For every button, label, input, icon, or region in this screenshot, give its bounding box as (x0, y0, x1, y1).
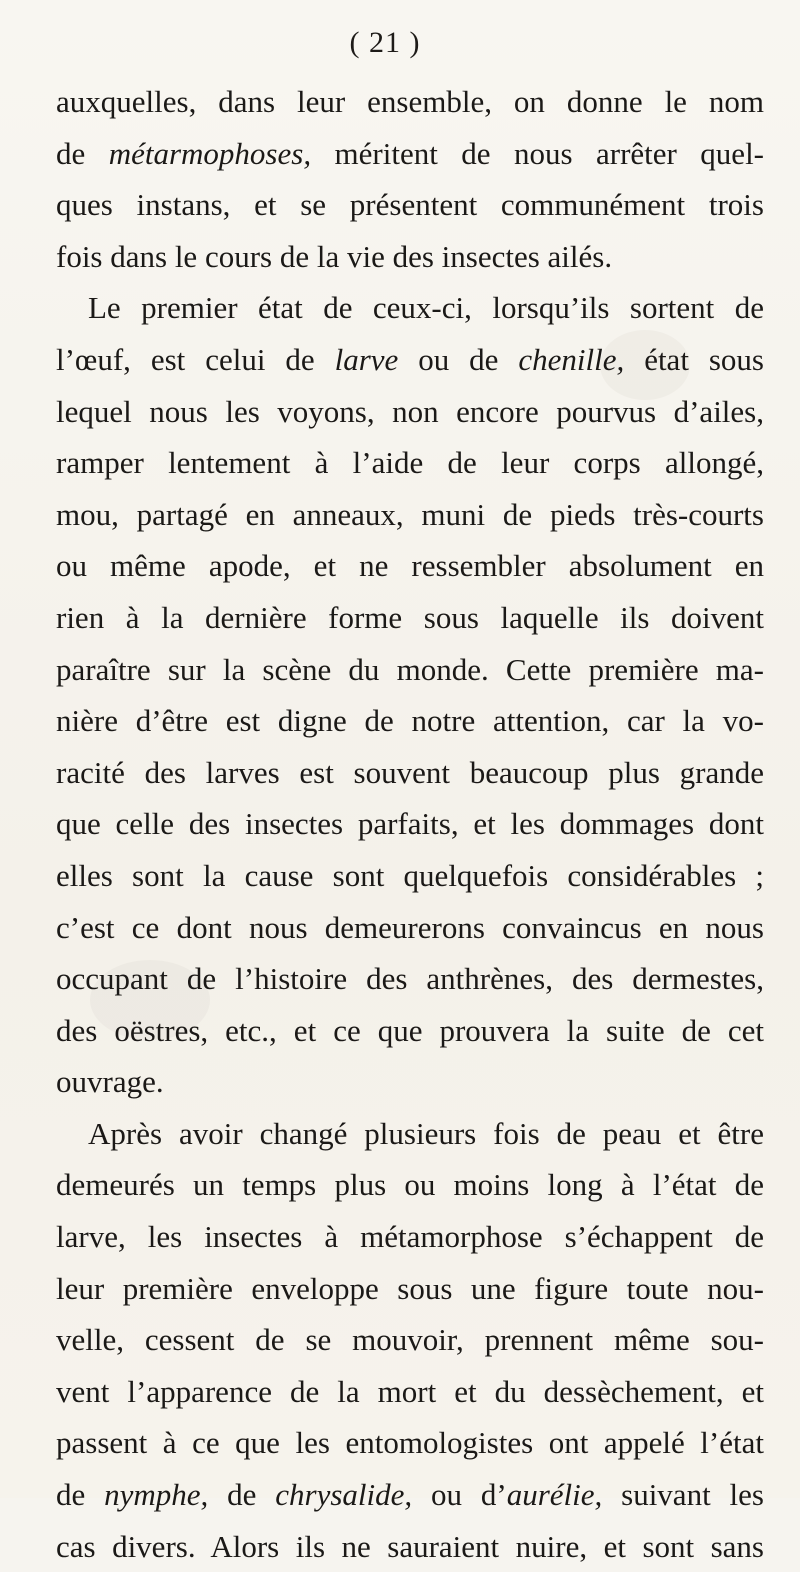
text-line: des oëstres, etc., et ce que prouvera la suite de cet (56, 1012, 764, 1048)
text-line: que celle des insectes parfaits, et les dommages dont (56, 806, 764, 842)
text-line: larve, les insectes à métamorphose s’échappent de (56, 1219, 764, 1255)
text-line: elles sont la cause sont quelquefois considérables ; (56, 857, 764, 893)
text-line: Le premier état de ceux-ci, lorsqu’ils sortent de (88, 290, 764, 326)
text-line: l’œuf, est celui de larve ou de chenille, état sous (56, 341, 764, 377)
text-line: de métarmophoses, méritent de nous arrêter quel- (56, 135, 765, 171)
text-line: fois dans le cours de la vie des insectes ailés. (56, 238, 613, 274)
text-line: vent l’apparence de la mort et du dessèchement, et (56, 1373, 764, 1409)
body-text (56, 76, 764, 1572)
text-line: rien à la dernière forme sous laquelle ils doivent (56, 599, 764, 635)
text-line: racité des larves est souvent beaucoup plus grande (56, 754, 764, 790)
text-line: velle, cessent de se mouvoir, prennent même sou- (56, 1322, 764, 1358)
page-number: ( 21 ) (349, 26, 421, 59)
text-line: cas divers. Alors ils ne sauraient nuire, et sont sans (56, 1528, 764, 1564)
text-line: nière d’être est digne de notre attention, car la vo- (56, 703, 764, 739)
text-line: passent à ce que les entomologistes ont appelé l’état (56, 1425, 764, 1461)
text-line: demeurés un temps plus ou moins long à l’état de (56, 1167, 764, 1203)
text-line: lequel nous les voyons, non encore pourvus d’ailes, (56, 393, 764, 429)
text-line: ques instans, et se présentent communément trois (56, 187, 764, 223)
text-line: mou, partagé en anneaux, muni de pieds très-courts (56, 496, 764, 532)
text-line: leur première enveloppe sous une figure toute nou- (56, 1270, 764, 1306)
text-line: paraître sur la scène du monde. Cette première ma- (56, 651, 764, 687)
text-line: occupant de l’histoire des anthrènes, des dermestes, (56, 961, 764, 997)
text-line: Après avoir changé plusieurs fois de peau et être (88, 1115, 764, 1151)
text-line: ramper lentement à l’aide de leur corps allongé, (56, 445, 764, 481)
text-line: de nymphe, de chrysalide, ou d’aurélie, suivant les (56, 1477, 764, 1513)
text-line: ouvrage. (56, 1064, 164, 1100)
text-line: auxquelles, dans leur ensemble, on donne le nom (56, 84, 764, 119)
text-line: ou même apode, et ne ressembler absolument en (56, 548, 764, 584)
text-line: c’est ce dont nous demeurerons convaincus en nous (56, 909, 764, 945)
